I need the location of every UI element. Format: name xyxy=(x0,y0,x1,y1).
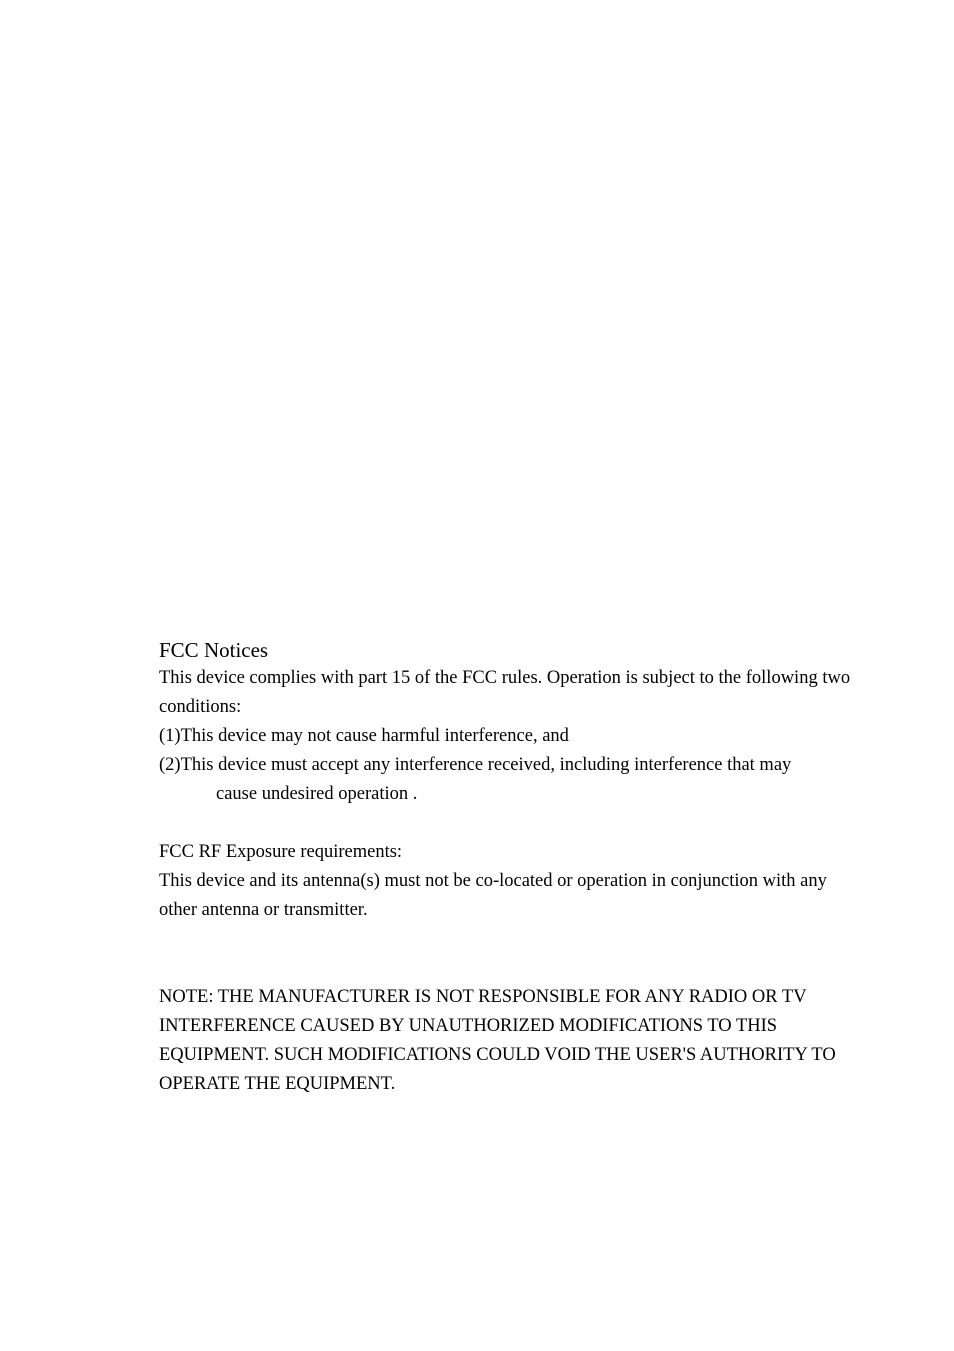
rf-exposure-line-2: other antenna or transmitter. xyxy=(159,900,368,920)
note-line-1: NOTE: THE MANUFACTURER IS NOT RESPONSIBLE FOR ANY RADIO OR TV xyxy=(159,987,807,1007)
note-line-4: OPERATE THE EQUIPMENT. xyxy=(159,1074,396,1094)
intro-line-1: This device complies with part 15 of the FCC rules. Operation is subject to the following two xyxy=(159,668,851,688)
intro-line-2: conditions: xyxy=(159,697,242,717)
spacer xyxy=(159,925,889,983)
note-line-2: INTERFERENCE CAUSED BY UNAUTHORIZED MODIFICATIONS TO THIS xyxy=(159,1016,778,1036)
condition-2-continuation: cause undesired operation . xyxy=(216,784,418,804)
spacer xyxy=(159,809,889,838)
page-title: FCC Notices xyxy=(159,638,269,662)
condition-1: (1)This device may not cause harmful interference, and xyxy=(159,726,569,746)
rf-exposure-line-1: This device and its antenna(s) must not be co-located or operation in conjunction with any xyxy=(159,871,827,891)
condition-2: (2)This device must accept any interference received, including interference that may xyxy=(159,755,792,775)
rf-exposure-heading: FCC RF Exposure requirements: xyxy=(159,842,403,862)
document-body xyxy=(159,636,889,1099)
note-line-3: EQUIPMENT. SUCH MODIFICATIONS COULD VOID THE USER'S AUTHORITY TO xyxy=(159,1045,836,1065)
